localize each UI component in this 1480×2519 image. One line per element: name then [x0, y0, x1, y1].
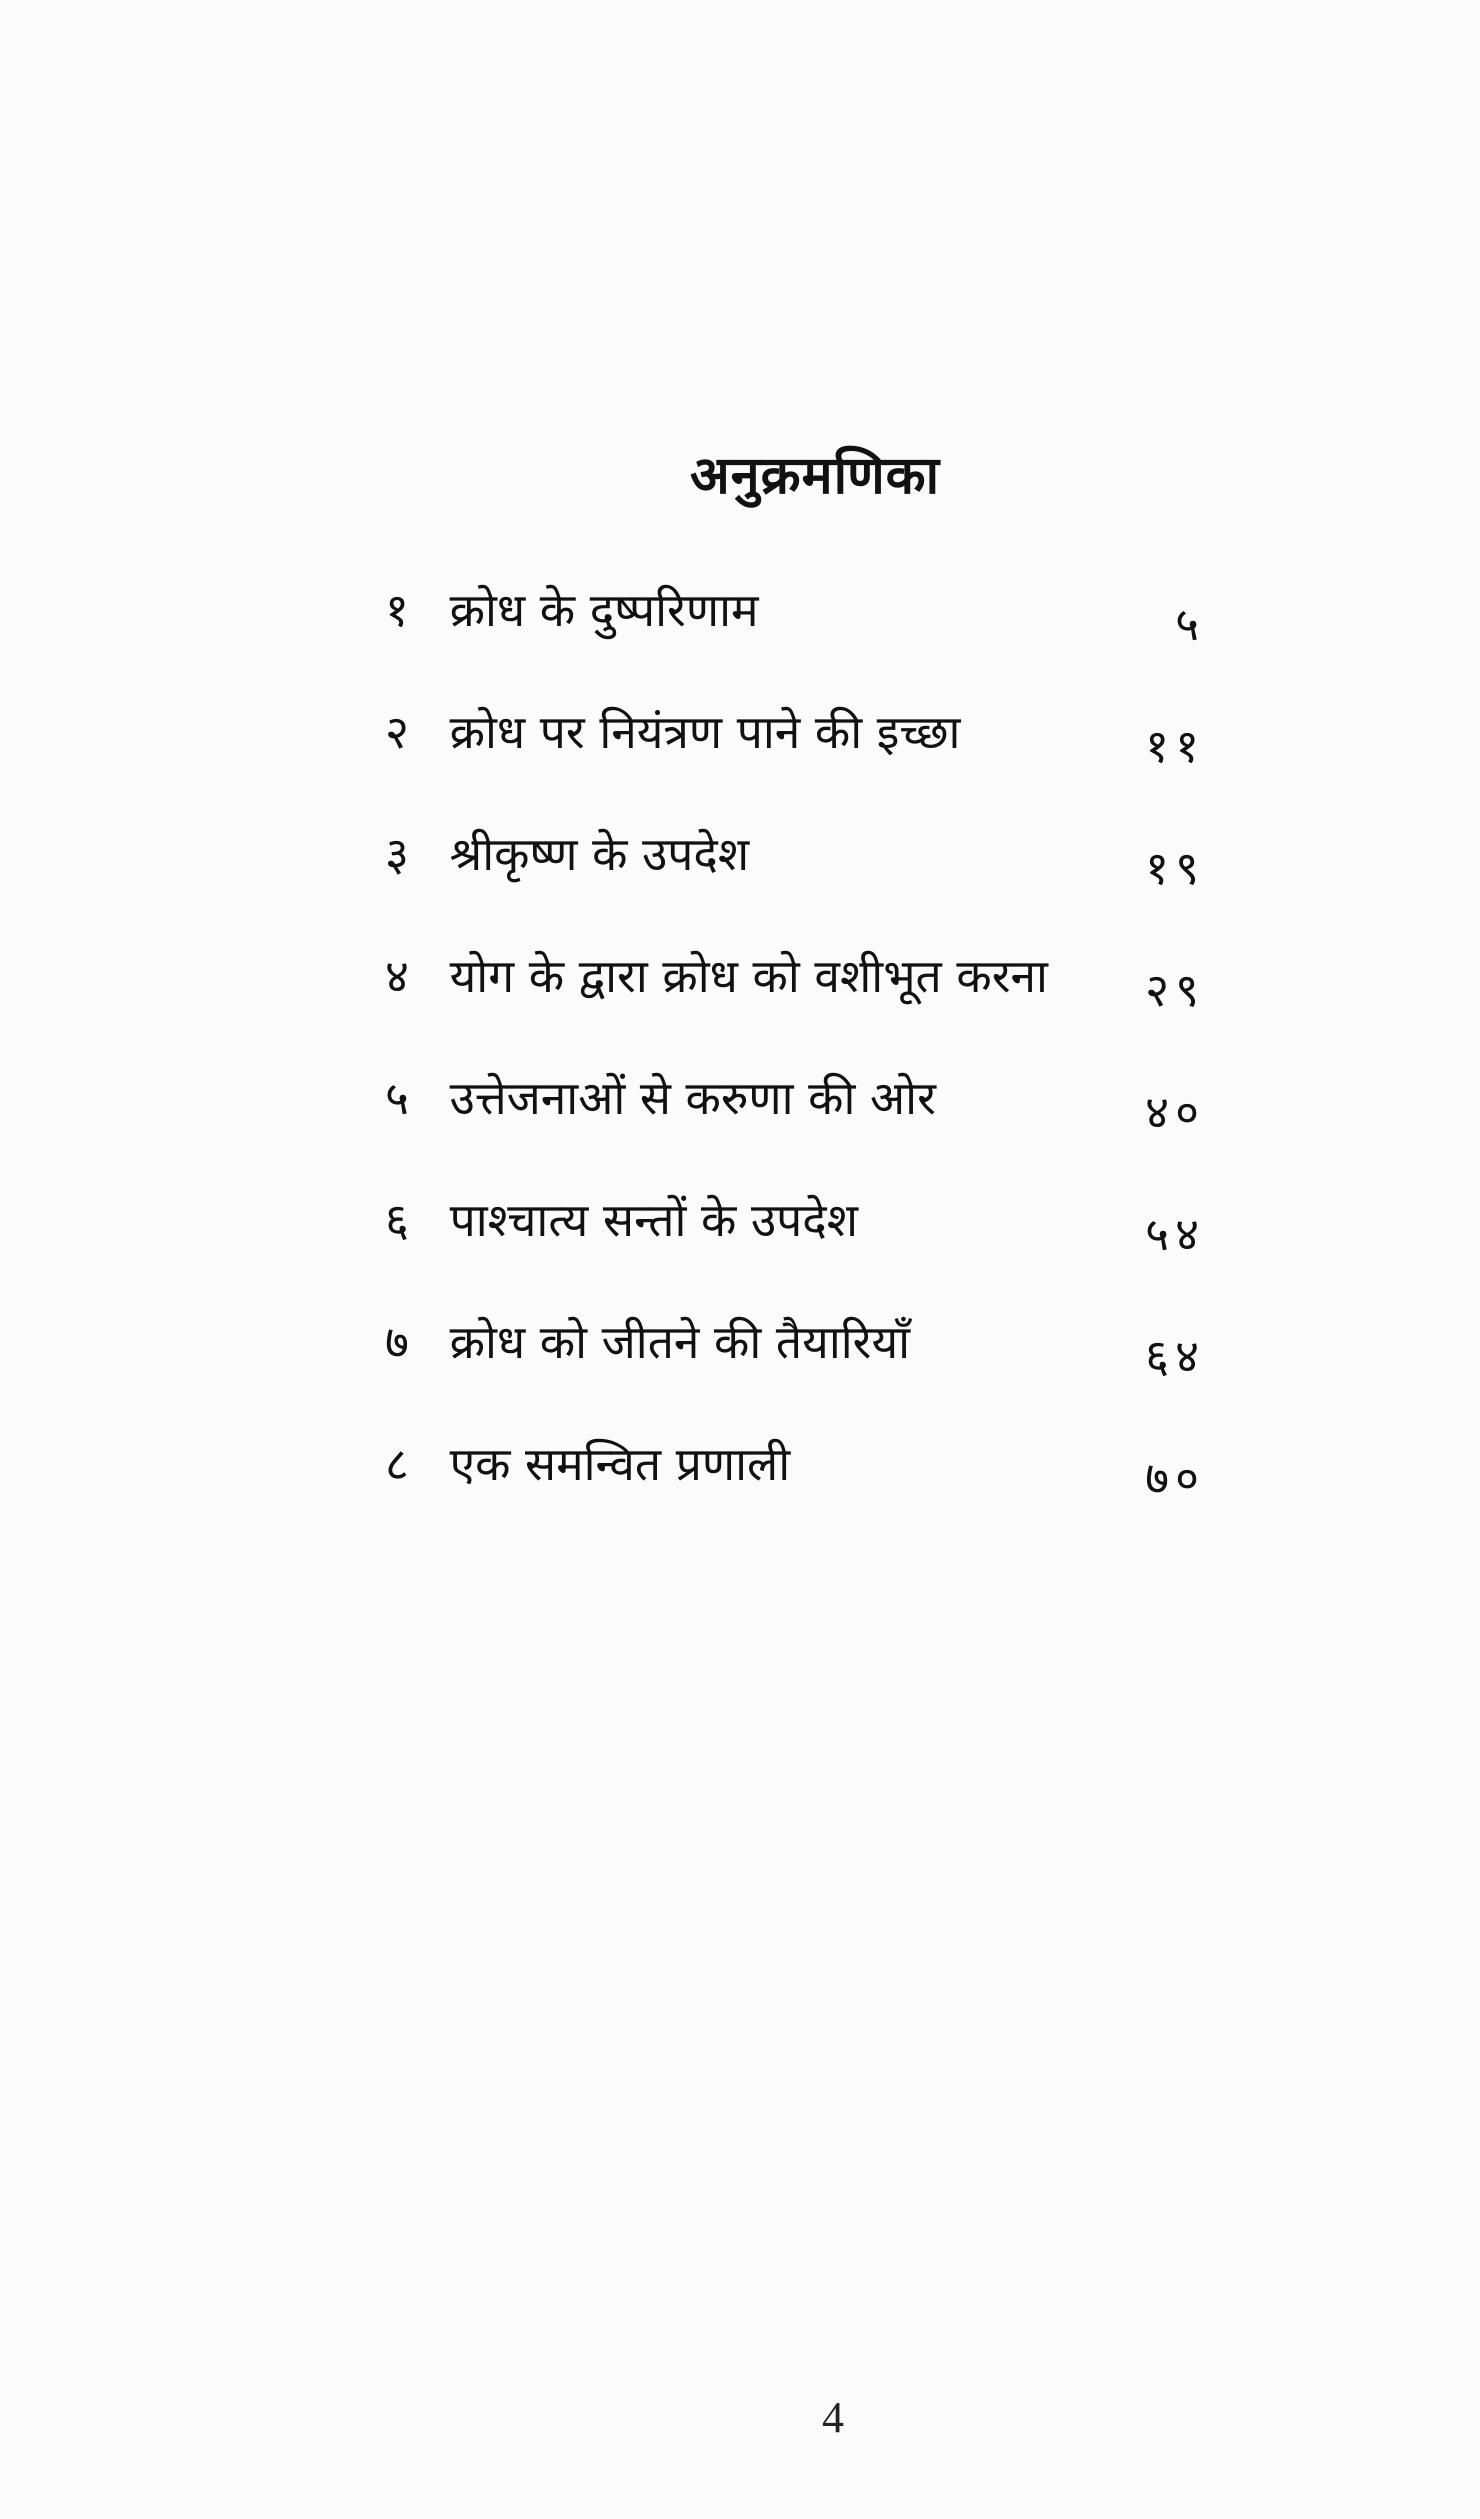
chapter-title: एक समन्वित प्रणाली [449, 1437, 791, 1491]
chapter-number: २ [385, 705, 409, 759]
chapter-title: श्रीकृष्ण के उपदेश [449, 827, 750, 881]
chapter-page: ६४ [1145, 1329, 1205, 1383]
chapter-number: ८ [385, 1437, 409, 1491]
table-of-contents [385, 575, 1225, 1551]
chapter-title: पाश्चात्य सन्तों के उपदेश [449, 1193, 858, 1247]
chapter-page: १९ [1145, 841, 1205, 895]
chapter-number: १ [385, 583, 409, 637]
chapter-number: ३ [385, 827, 409, 881]
toc-entry [385, 941, 1225, 1063]
chapter-page: ७० [1145, 1451, 1205, 1505]
toc-entry [385, 1307, 1225, 1429]
chapter-title: योग के द्वारा क्रोध को वशीभूत करना [449, 949, 1048, 1003]
page-number: 4 [822, 2393, 844, 2442]
chapter-page: ५४ [1145, 1207, 1205, 1261]
chapter-title: उत्तेजनाओं से करुणा की ओर [449, 1071, 936, 1125]
chapter-title: क्रोध पर नियंत्रण पाने की इच्छा [449, 705, 961, 759]
chapter-page: ११ [1145, 719, 1205, 773]
chapter-number: ६ [385, 1193, 409, 1247]
chapter-number: ५ [385, 1071, 409, 1125]
toc-title: अनुक्रमणिका [690, 446, 941, 506]
chapter-title: क्रोध को जीतने की तैयारियाँ [449, 1315, 911, 1369]
toc-entry [385, 1429, 1225, 1551]
chapter-page: ५ [1175, 597, 1205, 651]
chapter-number: ४ [385, 949, 409, 1003]
chapter-number: ७ [385, 1315, 409, 1369]
chapter-title: क्रोध के दुष्परिणाम [449, 583, 759, 637]
toc-entry [385, 819, 1225, 941]
toc-entry [385, 1063, 1225, 1185]
toc-entry [385, 1185, 1225, 1307]
toc-entry [385, 697, 1225, 819]
chapter-page: ४० [1145, 1085, 1205, 1139]
chapter-page: २९ [1145, 963, 1205, 1017]
toc-entry [385, 575, 1225, 697]
